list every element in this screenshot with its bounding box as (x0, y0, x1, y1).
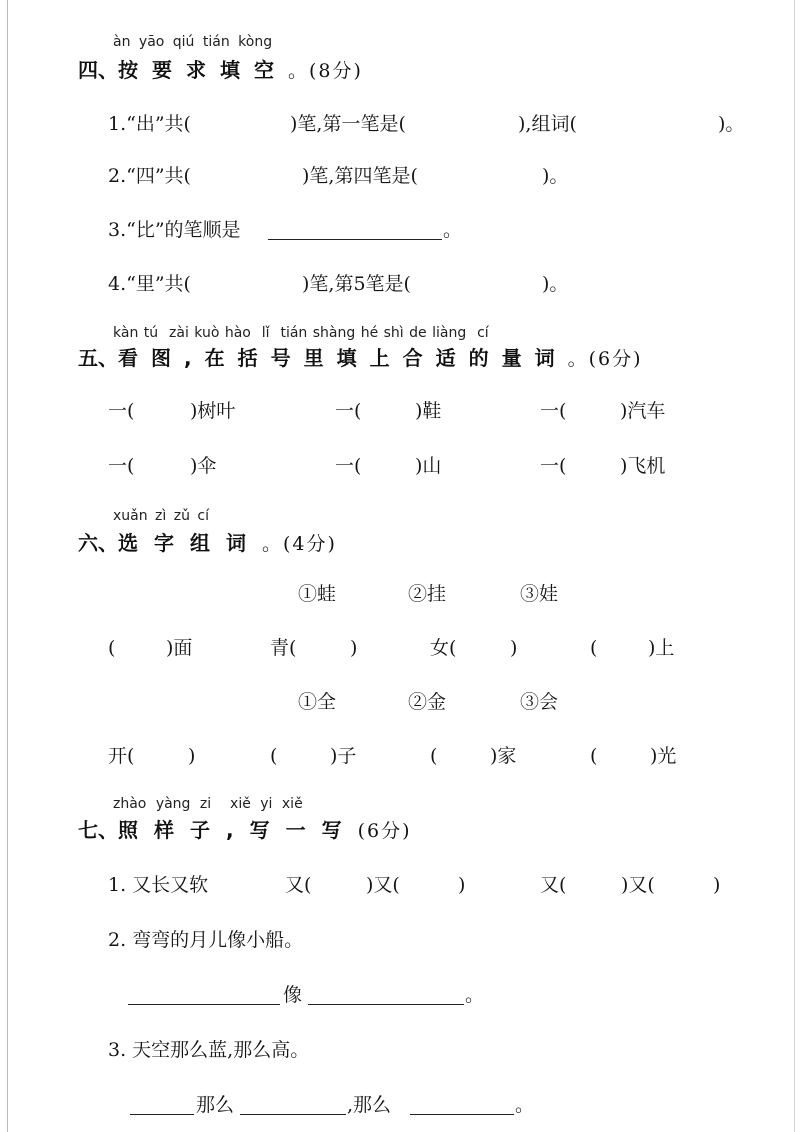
pattern-text: 又( (540, 874, 567, 896)
section-title: 按要求填空 (118, 58, 288, 82)
sentence-text: 2. 弯弯的月儿像小船。 (108, 929, 304, 951)
answer-blank[interactable] (302, 636, 350, 660)
item-text: )山 (415, 455, 442, 477)
item-text: 一( (108, 455, 135, 477)
answer-blank[interactable] (598, 744, 650, 768)
answer-blank[interactable] (665, 873, 713, 897)
item-text: ( (108, 637, 116, 659)
section-heading (78, 344, 643, 374)
item-text: 女( (430, 637, 457, 659)
item-text: )飞机 (620, 455, 666, 477)
word-row (0, 634, 800, 662)
question-text: 1.“出”共( (108, 113, 191, 135)
answer-blank[interactable] (367, 399, 415, 423)
answer-blank[interactable] (592, 112, 718, 136)
section-pinyin: àn yāo qiú tián kòng (113, 34, 273, 50)
section-pinyin: xuǎn zì zǔ cí (113, 508, 210, 524)
fill-text: 像 (283, 984, 303, 1006)
section-heading (78, 56, 363, 86)
measure-word-row (0, 452, 800, 480)
option-char: ①全 (298, 691, 337, 713)
section-title: 看图,在括号里填上合适的量词 (118, 346, 568, 370)
question-text: )笔,第一笔是( (290, 113, 406, 135)
answer-blank[interactable] (206, 112, 290, 136)
word-row (0, 742, 800, 770)
answer-underline[interactable] (130, 1114, 194, 1115)
section-number: 五、 (78, 346, 118, 370)
answer-blank[interactable] (598, 636, 648, 660)
section-score: 。(4分) (262, 533, 337, 555)
answer-underline[interactable] (308, 1004, 464, 1005)
item-text: 青( (270, 637, 297, 659)
question-4-4 (0, 270, 800, 298)
section-pinyin: zhào yàng zi xiě yi xiě (113, 796, 303, 812)
question-text: 。 (443, 219, 463, 241)
item-text: )上 (648, 637, 675, 659)
answer-blank[interactable] (367, 454, 415, 478)
item-text: 一( (335, 400, 362, 422)
item-text: ( (590, 637, 598, 659)
item-text: 一( (540, 400, 567, 422)
option-char: ①蛙 (298, 583, 337, 605)
section-title: 照样子,写一写 (118, 818, 358, 842)
pattern-text: ) (713, 874, 721, 896)
item-text: ( (270, 745, 278, 767)
item-text: 一( (540, 455, 567, 477)
item-text: ( (590, 745, 598, 767)
question-text: )。 (718, 113, 745, 135)
option-char: ③娃 (520, 583, 559, 605)
answer-blank[interactable] (278, 744, 330, 768)
section-number: 六、 (78, 531, 118, 555)
answer-blank[interactable] (140, 399, 190, 423)
section-score: 。(6分) (567, 348, 643, 370)
item-text: )树叶 (190, 400, 236, 422)
answer-blank[interactable] (410, 873, 458, 897)
item-text: ) (510, 637, 518, 659)
question-text: 4.“里”共( (108, 273, 191, 295)
character-options (0, 580, 800, 608)
question-text: 2.“四”共( (108, 165, 191, 187)
answer-blank[interactable] (573, 873, 621, 897)
pattern-text: 又( (285, 874, 312, 896)
question-text: )笔,第四笔是( (302, 165, 418, 187)
item-text: ( (430, 745, 438, 767)
item-text: )伞 (190, 455, 217, 477)
section-title: 选字组词 (118, 531, 262, 555)
question-4-3 (0, 216, 800, 244)
answer-blank[interactable] (438, 744, 490, 768)
answer-blank[interactable] (318, 873, 366, 897)
answer-underline[interactable] (410, 1114, 514, 1115)
item-text: ) (350, 637, 358, 659)
section-heading (78, 816, 412, 846)
fill-text: 那么 (196, 1094, 235, 1116)
answer-line-7-2 (0, 981, 800, 1009)
option-char: ②挂 (408, 583, 447, 605)
item-text: )鞋 (415, 400, 442, 422)
pattern-text: ) (458, 874, 466, 896)
answer-underline[interactable] (268, 239, 442, 240)
question-text: 3.“比”的笔顺是 (108, 219, 241, 241)
fill-text: 。 (465, 984, 485, 1006)
section-number: 四、 (78, 58, 118, 82)
question-text: ),组词( (518, 113, 577, 135)
item-text: ) (188, 745, 196, 767)
answer-blank[interactable] (572, 454, 620, 478)
option-char: ③会 (520, 691, 559, 713)
answer-blank[interactable] (572, 399, 620, 423)
section-score: 。(8分) (288, 60, 363, 82)
item-text: )面 (166, 637, 193, 659)
answer-underline[interactable] (240, 1114, 346, 1115)
section-heading (78, 529, 337, 559)
section-number: 七、 (78, 818, 118, 842)
item-text: 一( (108, 400, 135, 422)
question-7-1 (0, 871, 800, 899)
measure-word-row (0, 397, 800, 425)
question-text: )。 (542, 165, 569, 187)
section-pinyin: kàn tú zài kuò hào lǐ tián shàng hé shì de liàng cí (113, 325, 489, 341)
item-text: 开( (108, 745, 135, 767)
answer-blank[interactable] (424, 112, 518, 136)
question-4-2 (0, 162, 800, 190)
question-4-1 (0, 110, 800, 138)
item-text: 一( (335, 455, 362, 477)
answer-blank[interactable] (140, 454, 190, 478)
item-text: )家 (490, 745, 517, 767)
pattern-text: )又( (621, 874, 655, 896)
section-score: (6分) (357, 820, 412, 842)
option-char: ②金 (408, 691, 447, 713)
answer-blank[interactable] (446, 272, 542, 296)
sentence-text: 3. 天空那么蓝,那么高。 (108, 1039, 310, 1061)
question-7-3 (0, 1036, 800, 1064)
item-text: )汽车 (620, 400, 666, 422)
question-7-2 (0, 926, 800, 954)
answer-blank[interactable] (206, 164, 302, 188)
answer-underline[interactable] (128, 1004, 280, 1005)
pattern-text: )又( (366, 874, 400, 896)
example-text: 1. 又长又软 (108, 874, 209, 896)
question-text: )。 (542, 273, 569, 295)
answer-blank[interactable] (206, 272, 302, 296)
item-text: )光 (650, 745, 677, 767)
answer-blank[interactable] (462, 636, 510, 660)
question-text: )笔,第5笔是( (302, 273, 411, 295)
item-text: )子 (330, 745, 357, 767)
answer-blank[interactable] (446, 164, 542, 188)
fill-text: 。 (515, 1094, 535, 1116)
answer-blank[interactable] (140, 744, 188, 768)
answer-blank[interactable] (116, 636, 166, 660)
fill-text: ,那么 (347, 1094, 392, 1116)
answer-line-7-3 (0, 1091, 800, 1119)
character-options (0, 688, 800, 716)
